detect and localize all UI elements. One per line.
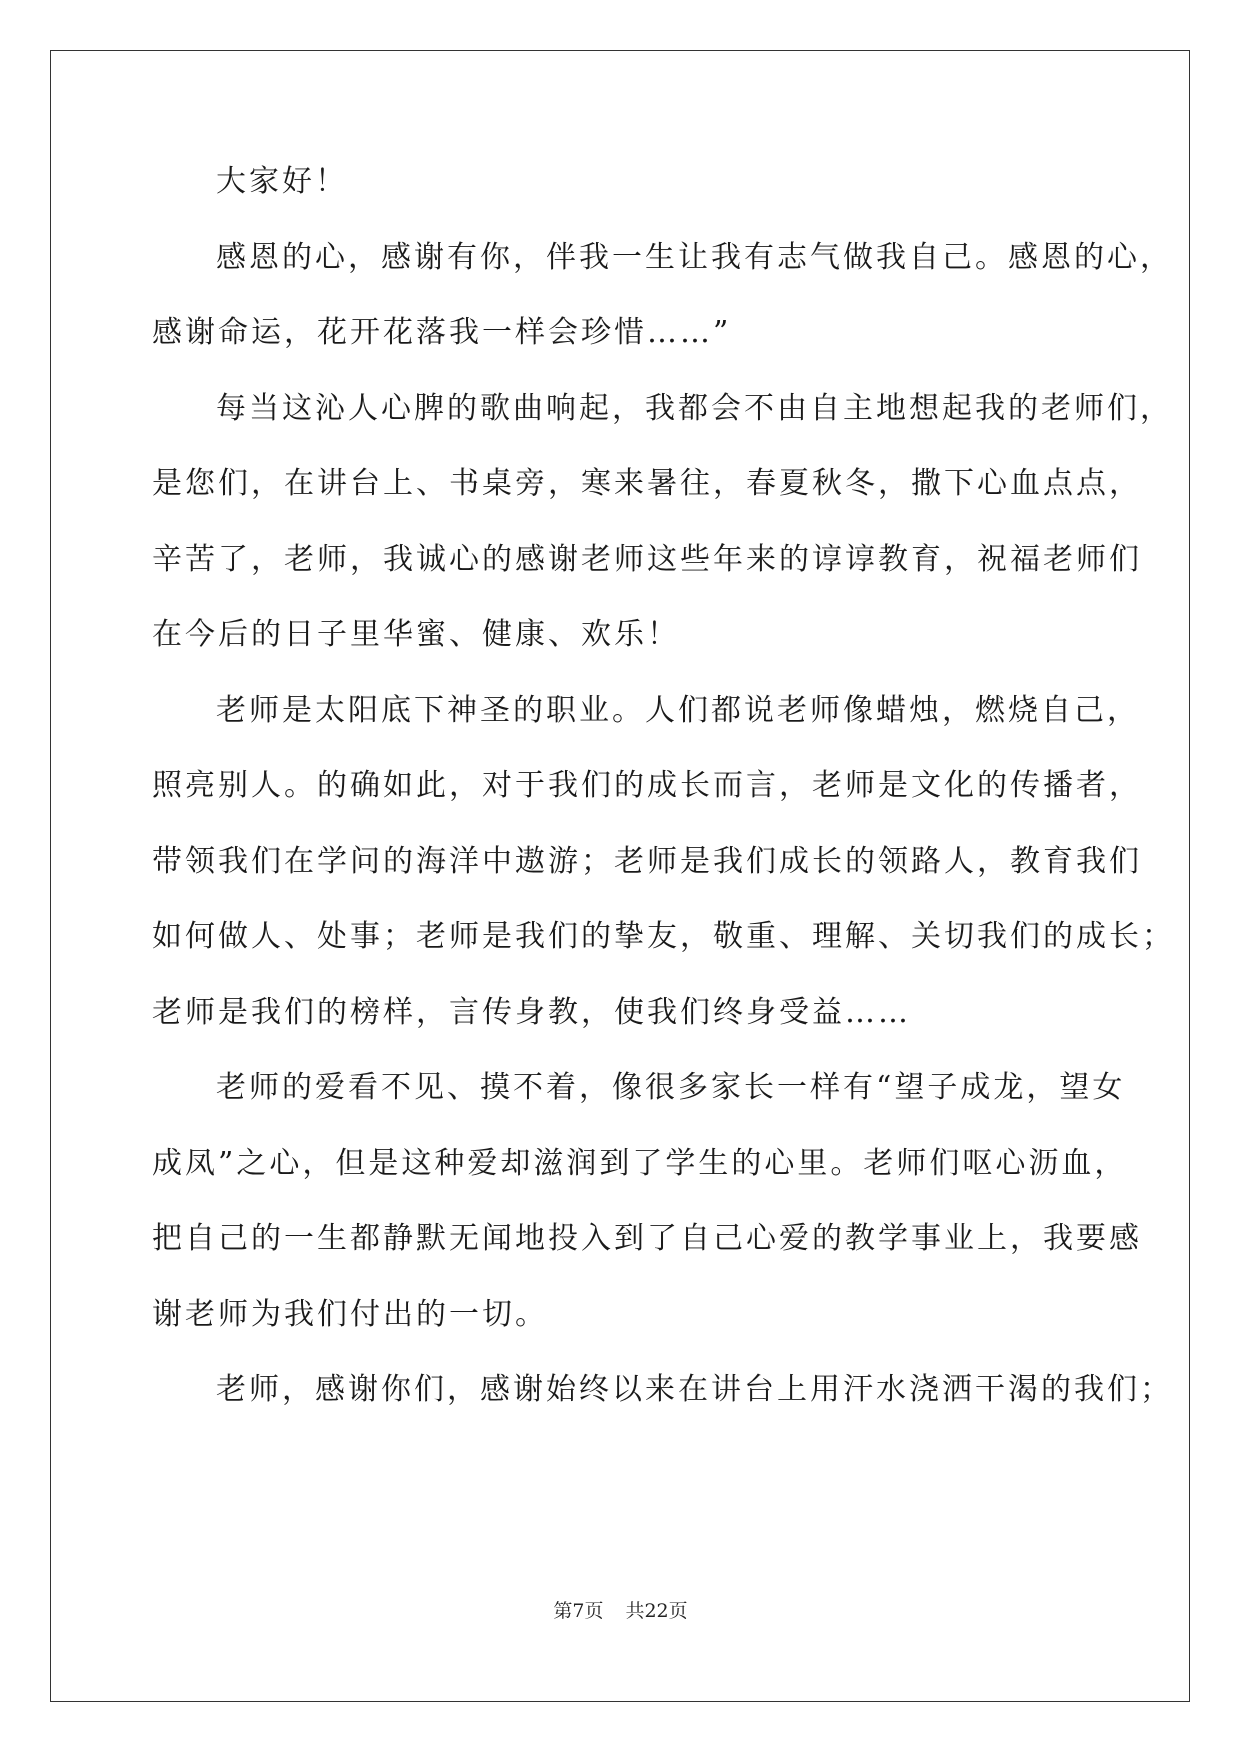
page-number-total: 共22页 <box>625 1600 688 1622</box>
paragraph-line: 老师的爱看不见、摸不着，像很多家长一样有“望子成龙，望女 <box>216 1070 1126 1105</box>
paragraph-line: 如何做人、处事；老师是我们的挚友，敬重、理解、关切我们的成长； <box>152 919 1175 954</box>
page-number-current: 第7页 <box>553 1600 604 1622</box>
paragraph-line: 大家好！ <box>216 164 348 199</box>
paragraph-line: 感谢命运，花开花落我一样会珍惜……” <box>152 315 732 350</box>
paragraph-line: 老师是我们的榜样，言传身教，使我们终身受益…… <box>152 994 911 1030</box>
paragraph-line: 把自己的一生都静默无闻地投入到了自己心爱的教学事业上，我要感 <box>152 1221 1142 1256</box>
paragraph-line: 在今后的日子里华蜜、健康、欢乐！ <box>152 617 680 652</box>
paragraph-line: 是您们，在讲台上、书桌旁，寒来暑往，春夏秋冬，撒下心血点点， <box>152 466 1142 501</box>
paragraph-line: 带领我们在学问的海洋中遨游；老师是我们成长的领路人，教育我们 <box>152 843 1142 879</box>
paragraph-line: 老师是太阳底下神圣的职业。人们都说老师像蜡烛，燃烧自己， <box>216 692 1140 728</box>
paragraph-line: 谢老师为我们付出的一切。 <box>152 1296 548 1332</box>
paragraph-line: 每当这沁人心脾的歌曲响起，我都会不由自主地想起我的老师们， <box>216 390 1173 426</box>
page-footer <box>0 1599 1241 1623</box>
document-body <box>152 162 1175 1446</box>
paragraph-line: 感恩的心，感谢有你，伴我一生让我有志气做我自己。感恩的心， <box>216 239 1173 275</box>
paragraph-line: 辛苦了，老师，我诚心的感谢老师这些年来的谆谆教育，祝福老师们 <box>152 541 1142 577</box>
paragraph-line: 成凤”之心，但是这种爱却滋润到了学生的心里。老师们呕心沥血， <box>152 1145 1128 1181</box>
paragraph-line: 照亮别人。的确如此，对于我们的成长而言，老师是文化的传播者， <box>152 768 1142 803</box>
paragraph-line: 老师，感谢你们，感谢始终以来在讲台上用汗水浇洒干渴的我们； <box>216 1372 1173 1407</box>
